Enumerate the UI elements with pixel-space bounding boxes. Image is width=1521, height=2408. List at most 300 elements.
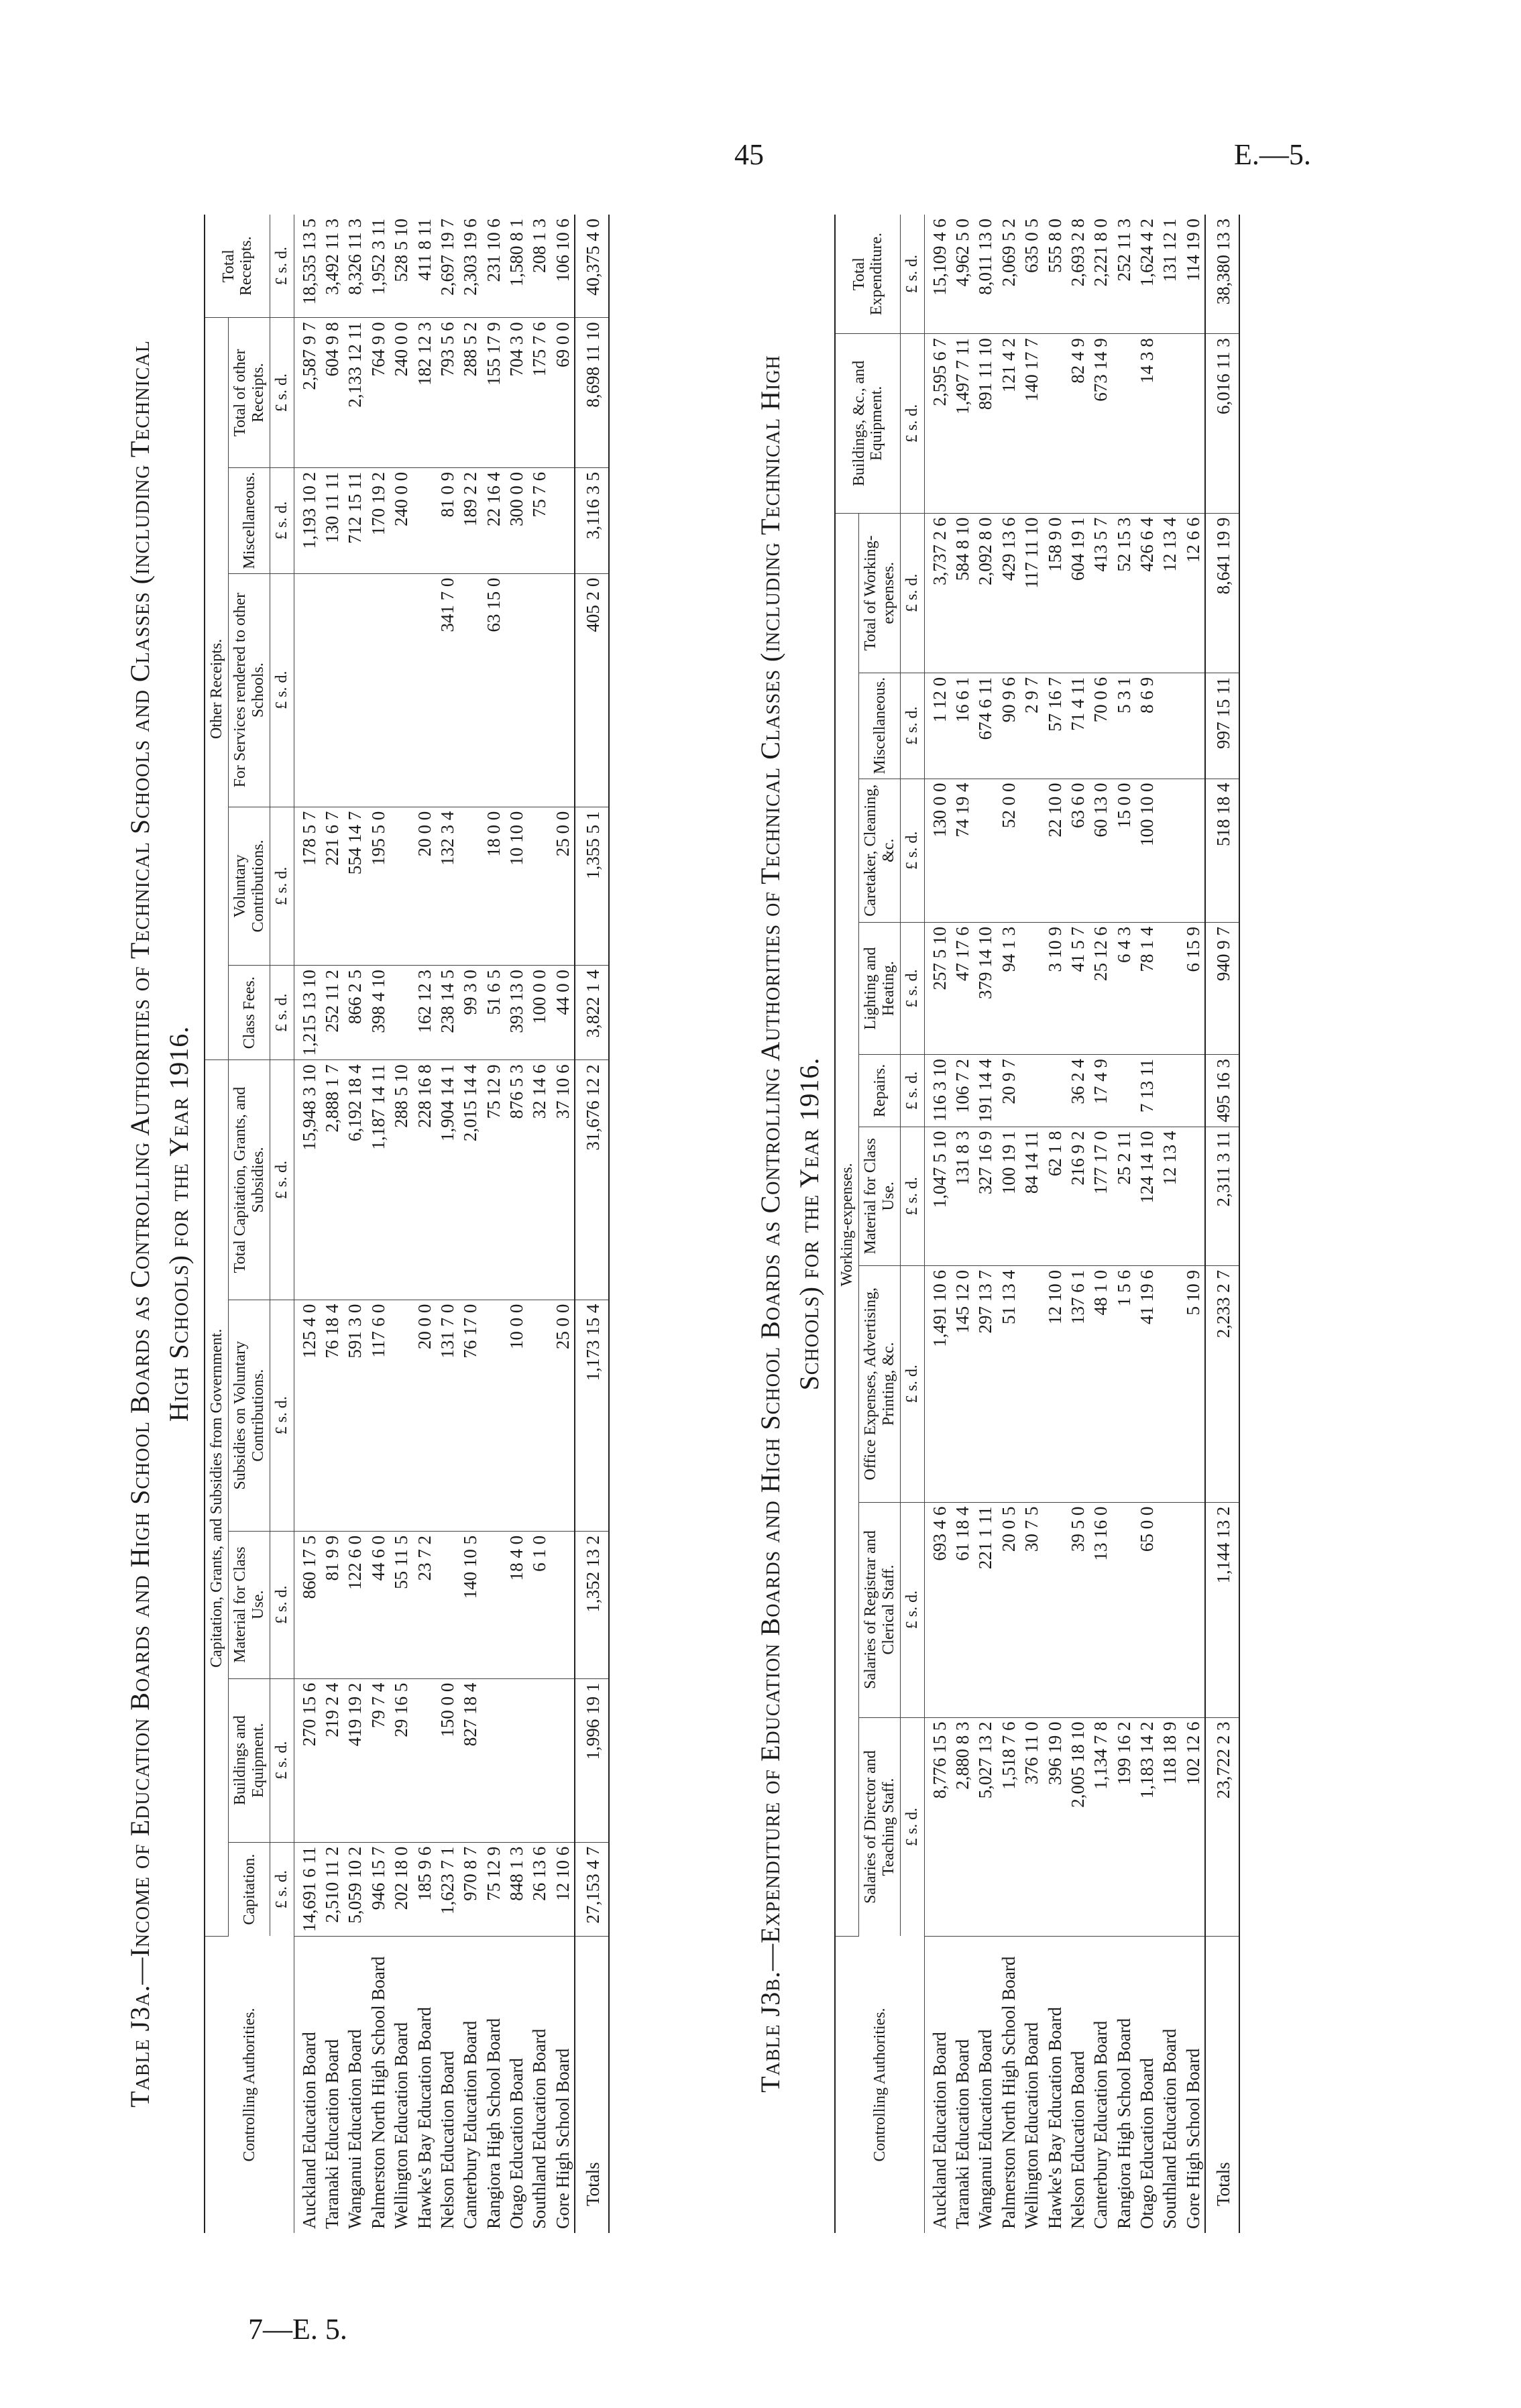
total-cell: 3,822 1 4	[575, 966, 608, 1060]
col-header-3: Subsidies on Voluntary Contributions.	[229, 1300, 270, 1531]
amount-cell: 2,092 8 0	[974, 513, 997, 673]
amount-cell: 393 13 0	[505, 966, 528, 1060]
total-cell: 2,311 3 11	[1205, 1127, 1239, 1265]
amount-cell: 5 3 1	[1113, 673, 1135, 779]
amount-cell	[343, 573, 366, 807]
table-row	[1020, 215, 1043, 2233]
amount-cell: 2,005 18 10	[1066, 1717, 1089, 1936]
amount-cell: 185 9 6	[413, 1842, 436, 1936]
total-cell: 1,173 15 4	[575, 1300, 608, 1531]
amount-cell: 528 5 10	[390, 215, 412, 318]
authority-name: Otago Education Board	[506, 2058, 527, 2229]
amount-cell: 117 11 10	[1020, 513, 1043, 673]
unit-header: £ s. d.	[901, 923, 924, 1055]
amount-cell: 12 6 6	[1182, 513, 1205, 673]
amount-cell: 106 10 6	[551, 215, 575, 318]
amount-cell: 100 0 0	[528, 966, 551, 1060]
authority-name: Otago Education Board	[1137, 2058, 1158, 2229]
table-row	[951, 215, 974, 2233]
total-cell: 518 18 4	[1205, 779, 1239, 923]
amount-cell: 1,624 4 2	[1135, 215, 1158, 334]
amount-cell: 137 6 1	[1066, 1265, 1089, 1502]
col-header-1: Salaries of Registrar and Clerical Staff.	[859, 1502, 901, 1717]
amount-cell: 131 8 3	[951, 1127, 974, 1265]
amount-cell: 860 17 5	[294, 1531, 321, 1678]
amount-cell: 2,069 5 2	[997, 215, 1020, 334]
amount-cell: 20 0 5	[997, 1502, 1020, 1717]
col-header-5: Lighting and Heating.	[859, 923, 901, 1055]
amount-cell: 25 12 6	[1089, 923, 1112, 1055]
amount-cell: 78 1 4	[1135, 923, 1158, 1055]
amount-cell	[459, 807, 482, 965]
amount-cell: 240 0 0	[390, 467, 412, 573]
col-total-expenditure-header: Total Expenditure.	[835, 215, 901, 334]
table-row	[436, 215, 459, 2233]
total-cell: 8,698 11 10	[575, 318, 608, 468]
amount-cell	[294, 573, 321, 807]
amount-cell	[1158, 1055, 1181, 1127]
amount-cell	[413, 1678, 436, 1842]
totals-label: Totals	[575, 1937, 608, 2234]
amount-cell: 376 11 0	[1020, 1717, 1043, 1936]
authority-name: Gore High School Board	[1182, 2048, 1203, 2229]
amount-cell: 3 10 9	[1044, 923, 1066, 1055]
amount-cell: 175 7 6	[528, 318, 551, 468]
amount-cell: 2,015 14 4	[459, 1060, 482, 1300]
amount-cell: 827 18 4	[459, 1678, 482, 1842]
total-cell: 40,375 4 0	[575, 215, 608, 318]
doc-reference: E.—5.	[1234, 138, 1311, 171]
amount-cell: 1,580 8 1	[505, 215, 528, 318]
amount-cell: 1,952 3 11	[367, 215, 390, 318]
expenditure-table	[834, 215, 1240, 2233]
amount-cell: 75 12 9	[482, 1842, 505, 1936]
totals-row	[575, 215, 608, 2233]
total-cell: 27,153 4 7	[575, 1842, 608, 1936]
amount-cell	[482, 1531, 505, 1678]
amount-cell	[528, 1678, 551, 1842]
amount-cell: 2,303 19 6	[459, 215, 482, 318]
amount-cell: 81 0 9	[436, 467, 459, 573]
amount-cell: 71 4 11	[1066, 673, 1089, 779]
amount-cell: 257 5 10	[924, 923, 951, 1055]
amount-cell: 219 2 4	[321, 1678, 343, 1842]
authority-name: Hawke's Bay Education Board	[414, 2006, 435, 2229]
amount-cell: 5 10 9	[1182, 1265, 1205, 1502]
unit-header: £ s. d.	[270, 1842, 294, 1936]
amount-cell	[1182, 1127, 1205, 1265]
amount-cell	[390, 807, 412, 965]
total-cell: 3,116 3 5	[575, 467, 608, 573]
amount-cell: 288 5 2	[459, 318, 482, 468]
amount-cell: 584 8 10	[951, 513, 974, 673]
col-authority-header: Controlling Authorities.	[835, 1937, 924, 2234]
table-j3b-caption	[751, 215, 829, 2233]
unit-header: £ s. d.	[270, 1060, 294, 1300]
table-row	[1089, 215, 1112, 2233]
amount-cell: 14,691 6 11	[294, 1842, 321, 1936]
amount-cell: 69 0 0	[551, 318, 575, 468]
amount-cell: 2,697 19 7	[436, 215, 459, 318]
amount-cell: 162 12 3	[413, 966, 436, 1060]
table-row	[997, 215, 1020, 2233]
authority-name: Southland Education Board	[529, 2028, 550, 2229]
amount-cell: 396 19 0	[1044, 1717, 1066, 1936]
total-cell: 6,016 11 3	[1205, 334, 1239, 513]
amount-cell	[482, 1678, 505, 1842]
amount-cell: 2,888 1 7	[321, 1060, 343, 1300]
amount-cell: 145 12 0	[951, 1265, 974, 1502]
amount-cell	[413, 573, 436, 807]
amount-cell: 604 19 1	[1066, 513, 1089, 673]
col-total-receipts-header: Total Receipts.	[205, 215, 270, 318]
table-row	[482, 215, 505, 2233]
amount-cell	[390, 966, 412, 1060]
authority-name: Wanganui Education Board	[345, 2029, 365, 2229]
amount-cell: 946 15 7	[367, 1842, 390, 1936]
amount-cell: 426 6 4	[1135, 513, 1158, 673]
table-j3b-block	[751, 215, 1489, 2233]
amount-cell: 182 12 3	[413, 318, 436, 468]
amount-cell: 2,221 8 0	[1089, 215, 1112, 334]
amount-cell: 44 0 0	[551, 966, 575, 1060]
amount-cell: 75 7 6	[528, 467, 551, 573]
unit-header: £ s. d.	[901, 779, 924, 923]
amount-cell: 15 0 0	[1113, 779, 1135, 923]
table-row	[1044, 215, 1066, 2233]
amount-cell: 70 0 6	[1089, 673, 1112, 779]
amount-cell: 2,595 6 7	[924, 334, 951, 513]
amount-cell: 413 5 7	[1089, 513, 1112, 673]
col-header-0: Capitation.	[229, 1842, 270, 1936]
amount-cell: 12 10 0	[1044, 1265, 1066, 1502]
table-row	[1158, 215, 1181, 2233]
amount-cell	[1113, 1055, 1135, 1127]
amount-cell: 297 13 7	[974, 1265, 997, 1502]
amount-cell: 130 0 0	[924, 779, 951, 923]
amount-cell: 1,497 7 11	[951, 334, 974, 513]
amount-cell	[1158, 1502, 1181, 1717]
group-capitation-header: Capitation, Grants, and Subsidies from Government.	[205, 1060, 229, 1937]
amount-cell: 121 4 2	[997, 334, 1020, 513]
authority-name: Wellington Education Board	[1021, 2022, 1042, 2229]
amount-cell: 100 10 0	[1135, 779, 1158, 923]
amount-cell: 195 5 0	[367, 807, 390, 965]
table-row	[459, 215, 482, 2233]
amount-cell: 29 16 5	[390, 1678, 412, 1842]
amount-cell: 12 13 4	[1158, 1127, 1181, 1265]
amount-cell: 140 17 7	[1020, 334, 1043, 513]
amount-cell: 398 4 10	[367, 966, 390, 1060]
amount-cell: 100 19 1	[997, 1127, 1020, 1265]
total-cell: 1,996 19 1	[575, 1678, 608, 1842]
amount-cell: 1 12 0	[924, 673, 951, 779]
amount-cell	[505, 573, 528, 807]
amount-cell: 327 16 9	[974, 1127, 997, 1265]
amount-cell	[1044, 334, 1066, 513]
unit-header: £ s. d.	[270, 573, 294, 807]
amount-cell: 228 16 8	[413, 1060, 436, 1300]
authority-name: Nelson Education Board	[1067, 2051, 1088, 2229]
amount-cell	[551, 467, 575, 573]
amount-cell: 674 6 11	[974, 673, 997, 779]
amount-cell: 117 6 0	[367, 1300, 390, 1531]
amount-cell: 7 13 11	[1135, 1055, 1158, 1127]
amount-cell: 22 16 4	[482, 467, 505, 573]
amount-cell: 22 10 0	[1044, 779, 1066, 923]
amount-cell: 252 11 2	[321, 966, 343, 1060]
authority-name: Canterbury Education Board	[460, 2020, 481, 2229]
amount-cell: 48 1 0	[1089, 1265, 1112, 1502]
amount-cell	[367, 573, 390, 807]
amount-cell: 25 2 11	[1113, 1127, 1135, 1265]
amount-cell: 131 7 0	[436, 1300, 459, 1531]
col-header-9: Total of other Receipts.	[229, 318, 270, 468]
total-cell: 405 2 0	[575, 573, 608, 807]
amount-cell: 65 0 0	[1135, 1502, 1158, 1717]
amount-cell: 341 7 0	[436, 573, 459, 807]
amount-cell: 63 15 0	[482, 573, 505, 807]
amount-cell: 16 6 1	[951, 673, 974, 779]
amount-cell: 131 12 1	[1158, 215, 1181, 334]
amount-cell: 41 19 6	[1135, 1265, 1158, 1502]
amount-cell: 8,326 11 3	[343, 215, 366, 318]
unit-header: £ s. d.	[270, 807, 294, 965]
amount-cell: 76 17 0	[459, 1300, 482, 1531]
col-header-1: Buildings and Equipment.	[229, 1678, 270, 1842]
amount-cell: 44 6 0	[367, 1531, 390, 1678]
amount-cell: 20 9 7	[997, 1055, 1020, 1127]
authority-name: Palmerston North High School Board	[998, 1956, 1019, 2229]
amount-cell: 125 4 0	[294, 1300, 321, 1531]
amount-cell: 866 2 5	[343, 966, 366, 1060]
amount-cell: 63 6 0	[1066, 779, 1089, 923]
amount-cell: 17 4 9	[1089, 1055, 1112, 1127]
col-header-2: Office Expenses, Advertising, Printing, &c.	[859, 1265, 901, 1502]
table-row	[974, 215, 997, 2233]
unit-header: £ s. d.	[270, 215, 294, 318]
amount-cell	[1113, 334, 1135, 513]
amount-cell: 124 14 10	[1135, 1127, 1158, 1265]
table-row	[390, 215, 412, 2233]
authority-name: Auckland Education Board	[298, 2032, 319, 2229]
col-header-6: Caretaker, Cleaning, &c.	[859, 779, 901, 923]
amount-cell: 94 1 3	[997, 923, 1020, 1055]
amount-cell: 37 10 6	[551, 1060, 575, 1300]
amount-cell: 429 13 6	[997, 513, 1020, 673]
amount-cell: 379 14 10	[974, 923, 997, 1055]
amount-cell	[528, 1300, 551, 1531]
group-other-header: Other Receipts.	[205, 318, 229, 1060]
page-number: 45	[734, 138, 764, 171]
sheet-signature: 7—E. 5.	[248, 2313, 347, 2346]
amount-cell: 36 2 4	[1066, 1055, 1089, 1127]
amount-cell: 3,737 2 6	[924, 513, 951, 673]
amount-cell	[974, 779, 997, 923]
total-cell: 38,380 13 3	[1205, 215, 1239, 334]
col-header-3: Material for Class Use.	[859, 1127, 901, 1265]
amount-cell: 20 0 0	[413, 807, 436, 965]
amount-cell: 25 0 0	[551, 807, 575, 965]
total-cell: 495 16 3	[1205, 1055, 1239, 1127]
amount-cell	[390, 573, 412, 807]
amount-cell: 635 0 5	[1020, 215, 1043, 334]
table-row	[343, 215, 366, 2233]
amount-cell: 18 0 0	[482, 807, 505, 965]
amount-cell	[551, 573, 575, 807]
authority-name: Taranaki Education Board	[321, 2039, 342, 2229]
unit-header: £ s. d.	[270, 467, 294, 573]
amount-cell: 15,109 4 6	[924, 215, 951, 334]
amount-cell: 848 1 3	[505, 1842, 528, 1936]
col-header-8: Miscellaneous.	[229, 467, 270, 573]
amount-cell: 2 9 7	[1020, 673, 1043, 779]
amount-cell: 8,776 15 5	[924, 1717, 951, 1936]
col-header-6: Voluntary Contributions.	[229, 807, 270, 965]
table-row	[1182, 215, 1205, 2233]
amount-cell: 1,047 5 10	[924, 1127, 951, 1265]
authority-name: Wellington Education Board	[391, 2022, 412, 2229]
caption-line-1: Table J3b.—Expenditure of Education Boards and High School Boards as Controlling Authorities of Technical Classes (including Technical High	[755, 355, 785, 2093]
amount-cell: 2,693 2 8	[1066, 215, 1089, 334]
amount-cell: 1 5 6	[1113, 1265, 1135, 1502]
amount-cell: 604 9 8	[321, 318, 343, 468]
authority-name: Gore High School Board	[552, 2048, 573, 2229]
amount-cell: 252 11 3	[1113, 215, 1135, 334]
totals-label: Totals	[1205, 1937, 1239, 2234]
amount-cell: 1,623 7 1	[436, 1842, 459, 1936]
total-cell: 940 9 7	[1205, 923, 1239, 1055]
authority-name: Canterbury Education Board	[1090, 2020, 1111, 2229]
amount-cell: 79 7 4	[367, 1678, 390, 1842]
authority-name: Southland Education Board	[1160, 2028, 1180, 2229]
unit-header: £ s. d.	[901, 334, 924, 513]
amount-cell: 30 7 5	[1020, 1502, 1043, 1717]
amount-cell: 51 13 4	[997, 1265, 1020, 1502]
amount-cell: 970 8 7	[459, 1842, 482, 1936]
amount-cell: 51 6 5	[482, 966, 505, 1060]
unit-header: £ s. d.	[901, 1055, 924, 1127]
amount-cell: 208 1 3	[528, 215, 551, 318]
caption-line-2: High Schools) for the Year 1916.	[164, 1025, 194, 1422]
table-j3a-caption	[121, 215, 199, 2233]
table-row	[1135, 215, 1158, 2233]
col-header-4: Repairs.	[859, 1055, 901, 1127]
income-table	[204, 215, 610, 2233]
amount-cell: 14 3 8	[1135, 334, 1158, 513]
table-row	[413, 215, 436, 2233]
unit-header: £ s. d.	[901, 673, 924, 779]
amount-cell	[551, 1531, 575, 1678]
amount-cell	[321, 573, 343, 807]
amount-cell: 6,192 18 4	[343, 1060, 366, 1300]
authority-name: Rangiora High School Board	[483, 2018, 504, 2229]
amount-cell: 693 4 6	[924, 1502, 951, 1717]
table-row	[505, 215, 528, 2233]
amount-cell: 2,880 8 3	[951, 1717, 974, 1936]
amount-cell	[1182, 1502, 1205, 1717]
amount-cell	[482, 1300, 505, 1531]
amount-cell: 155 17 9	[482, 318, 505, 468]
amount-cell: 90 9 6	[997, 673, 1020, 779]
amount-cell: 2,133 12 11	[343, 318, 366, 468]
amount-cell	[1020, 779, 1043, 923]
amount-cell: 130 11 11	[321, 467, 343, 573]
amount-cell: 170 19 2	[367, 467, 390, 573]
amount-cell: 61 18 4	[951, 1502, 974, 1717]
amount-cell: 221 6 7	[321, 807, 343, 965]
amount-cell: 189 2 2	[459, 467, 482, 573]
amount-cell: 300 0 0	[505, 467, 528, 573]
total-cell: 1,352 13 2	[575, 1531, 608, 1678]
col-header-8: Total of Working-expenses.	[859, 513, 901, 673]
amount-cell: 13 16 0	[1089, 1502, 1112, 1717]
amount-cell: 6 15 9	[1182, 923, 1205, 1055]
total-cell: 23,722 2 3	[1205, 1717, 1239, 1936]
amount-cell: 591 3 0	[343, 1300, 366, 1531]
amount-cell	[1044, 1055, 1066, 1127]
amount-cell: 12 13 4	[1158, 513, 1181, 673]
table-row	[528, 215, 551, 2233]
caption-line-2: Schools) for the Year 1916.	[794, 1057, 824, 1391]
amount-cell: 2,510 11 2	[321, 1842, 343, 1936]
amount-cell	[1158, 779, 1181, 923]
amount-cell: 114 19 0	[1182, 215, 1205, 334]
total-cell: 8,641 19 9	[1205, 513, 1239, 673]
col-authority-header: Controlling Authorities.	[205, 1937, 294, 2234]
amount-cell: 1,215 13 10	[294, 966, 321, 1060]
amount-cell: 60 13 0	[1089, 779, 1112, 923]
amount-cell: 891 11 10	[974, 334, 997, 513]
amount-cell: 132 3 4	[436, 807, 459, 965]
unit-header: £ s. d.	[901, 215, 924, 334]
amount-cell: 52 15 3	[1113, 513, 1135, 673]
unit-header: £ s. d.	[270, 318, 294, 468]
table-row	[1113, 215, 1135, 2233]
table-row	[367, 215, 390, 2233]
amount-cell: 102 12 6	[1182, 1717, 1205, 1936]
col-buildings-header: Buildings, &c., and Equipment.	[835, 334, 901, 513]
unit-header: £ s. d.	[270, 1300, 294, 1531]
amount-cell	[1020, 923, 1043, 1055]
amount-cell: 704 3 0	[505, 318, 528, 468]
unit-header: £ s. d.	[270, 1531, 294, 1678]
amount-cell: 6 1 0	[528, 1531, 551, 1678]
col-header-2: Material for Class Use.	[229, 1531, 270, 1678]
group-working-header: Working-expenses.	[835, 513, 859, 1936]
amount-cell: 2,587 9 7	[294, 318, 321, 468]
col-header-0: Salaries of Director and Teaching Staff.	[859, 1717, 901, 1936]
unit-header: £ s. d.	[901, 1265, 924, 1502]
col-header-5: Class Fees.	[229, 966, 270, 1060]
amount-cell	[528, 573, 551, 807]
table-row	[1066, 215, 1089, 2233]
caption-line-1: Table J3a.—Income of Education Boards and High School Boards as Controlling Authorities of Technical Schools and Classes (including Technical	[125, 340, 155, 2108]
authority-name: Palmerston North High School Board	[368, 1956, 388, 2229]
amount-cell: 75 12 9	[482, 1060, 505, 1300]
authority-name: Hawke's Bay Education Board	[1044, 2006, 1065, 2229]
amount-cell: 221 1 11	[974, 1502, 997, 1717]
amount-cell: 8 6 9	[1135, 673, 1158, 779]
col-header-7: Miscellaneous.	[859, 673, 901, 779]
amount-cell: 12 10 6	[551, 1842, 575, 1936]
amount-cell	[505, 1678, 528, 1842]
amount-cell	[436, 1531, 459, 1678]
amount-cell	[1158, 1265, 1181, 1502]
amount-cell	[1182, 779, 1205, 923]
unit-header: £ s. d.	[901, 1127, 924, 1265]
amount-cell	[1182, 673, 1205, 779]
